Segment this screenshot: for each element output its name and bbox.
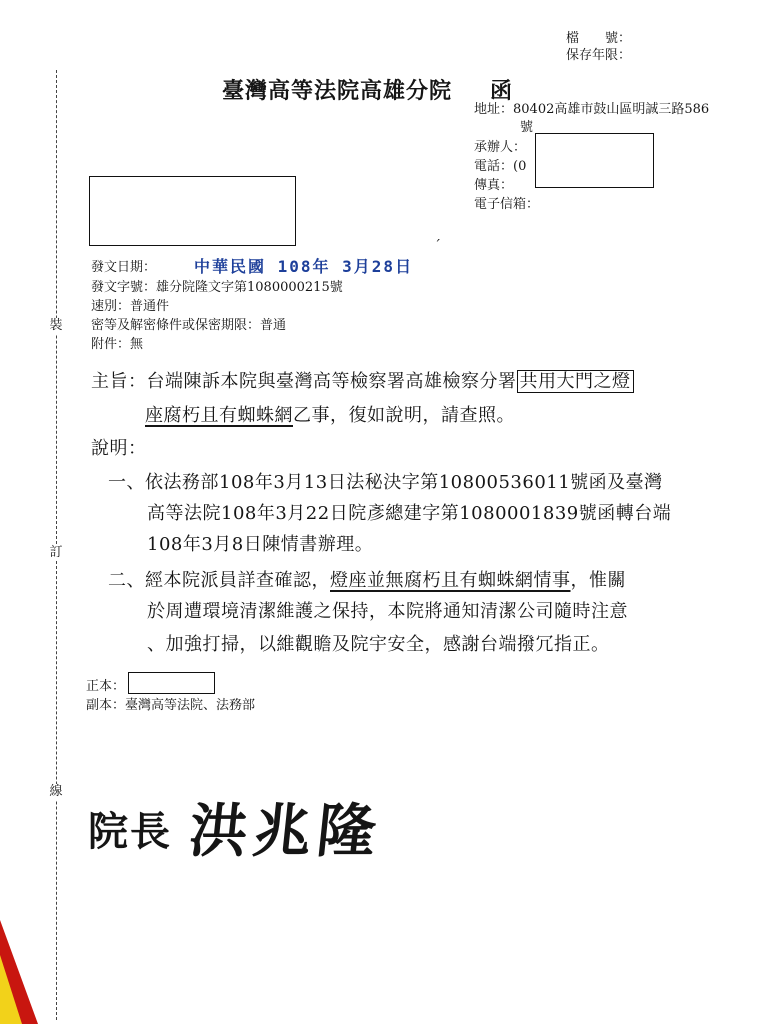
- subject-text-2: 乙事，復如說明，請查照。: [293, 405, 515, 426]
- doc-type: 函: [490, 78, 514, 104]
- copy-recipient-value: 臺灣高等法院、法務部: [125, 698, 256, 713]
- scan-edge-yellow: [0, 955, 22, 1024]
- item-2-marked: 燈座並無腐朽且有蜘蛛網情事: [330, 570, 571, 591]
- item-2-line-3: 、加強打掃，以維觀瞻及院宇安全，感謝台端撥冗指正。: [147, 634, 610, 655]
- date-stamp: 中華民國 108年 3月28日: [194, 257, 414, 276]
- subject-text-1: 台端陳訴本院與臺灣高等檢察署高雄檢察分署: [146, 371, 517, 392]
- copy-recipient-label: 副本：: [86, 698, 126, 713]
- subject-marked-2: 座腐朽且有蜘蛛網: [145, 405, 293, 426]
- item-1-number: 一、: [108, 472, 145, 493]
- redaction-box-recipient: [128, 672, 215, 694]
- secrecy-value: 普通: [260, 318, 287, 333]
- scan-speck: ˊ: [434, 238, 441, 254]
- ref-label: 發文字號：: [91, 280, 157, 295]
- attachment-label: 附件：: [91, 337, 131, 352]
- retention-label: 保存年限：: [566, 48, 632, 63]
- binding-char-bottom: 線: [46, 784, 66, 800]
- item-2-number: 二、: [108, 570, 145, 591]
- item-1-text-1: 依法務部108年3月13日法秘決字第10800536011號函及臺灣: [145, 472, 663, 493]
- item-1-line-2: 高等法院108年3月22日院彥總建字第1080001839號函轉台端: [147, 503, 672, 524]
- email-label: 電子信箱：: [474, 197, 540, 212]
- explanation-label: 說明：: [91, 438, 147, 459]
- item-2-text-1b: ，惟關: [570, 570, 626, 591]
- file-number-label: 檔 號：: [566, 31, 632, 46]
- redaction-box-contact: [535, 133, 654, 188]
- ref-value: 雄分院隆文字第1080000215號: [156, 280, 343, 295]
- binding-char-mid: 訂: [46, 545, 66, 561]
- subject-line-2: [145, 399, 515, 433]
- secrecy-label: 密等及解密條件或保密期限：: [91, 318, 261, 333]
- subject-marked-1: 共用大門之燈: [517, 370, 634, 393]
- fax-label: 傳真：: [474, 178, 514, 193]
- date-label: 發文日期：: [91, 260, 157, 275]
- item-2-line-2: 於周遭環境清潔維護之保持，本院將通知清潔公司隨時注意: [147, 601, 628, 622]
- subject-line-1: [91, 365, 634, 399]
- item-1-line-1: [108, 466, 663, 500]
- item-2-text-1: 經本院派員詳查確認，: [145, 570, 330, 591]
- address-line-2: 號: [520, 120, 534, 135]
- signature-title: 院長: [88, 808, 172, 855]
- redaction-box-addressee: [89, 176, 296, 246]
- phone-label: 電話：(0: [474, 159, 527, 174]
- handler-label: 承辦人：: [474, 140, 527, 155]
- item-1-line-3: 108年3月8日陳情書辦理。: [147, 534, 374, 555]
- speed-value: 普通件: [130, 299, 170, 314]
- issuer-title: 臺灣高等法院高雄分院: [222, 78, 453, 104]
- binding-char-top: 裝: [46, 318, 66, 334]
- signature-name: 洪兆隆: [185, 797, 386, 865]
- subject-label: 主旨：: [91, 371, 147, 392]
- address-line-1: 地址：80402高雄市鼓山區明誠三路586: [474, 102, 710, 117]
- original-recipient-label: 正本：: [86, 679, 126, 694]
- item-2-line-1: [108, 564, 626, 598]
- speed-label: 速別：: [91, 299, 131, 314]
- attachment-value: 無: [130, 337, 144, 352]
